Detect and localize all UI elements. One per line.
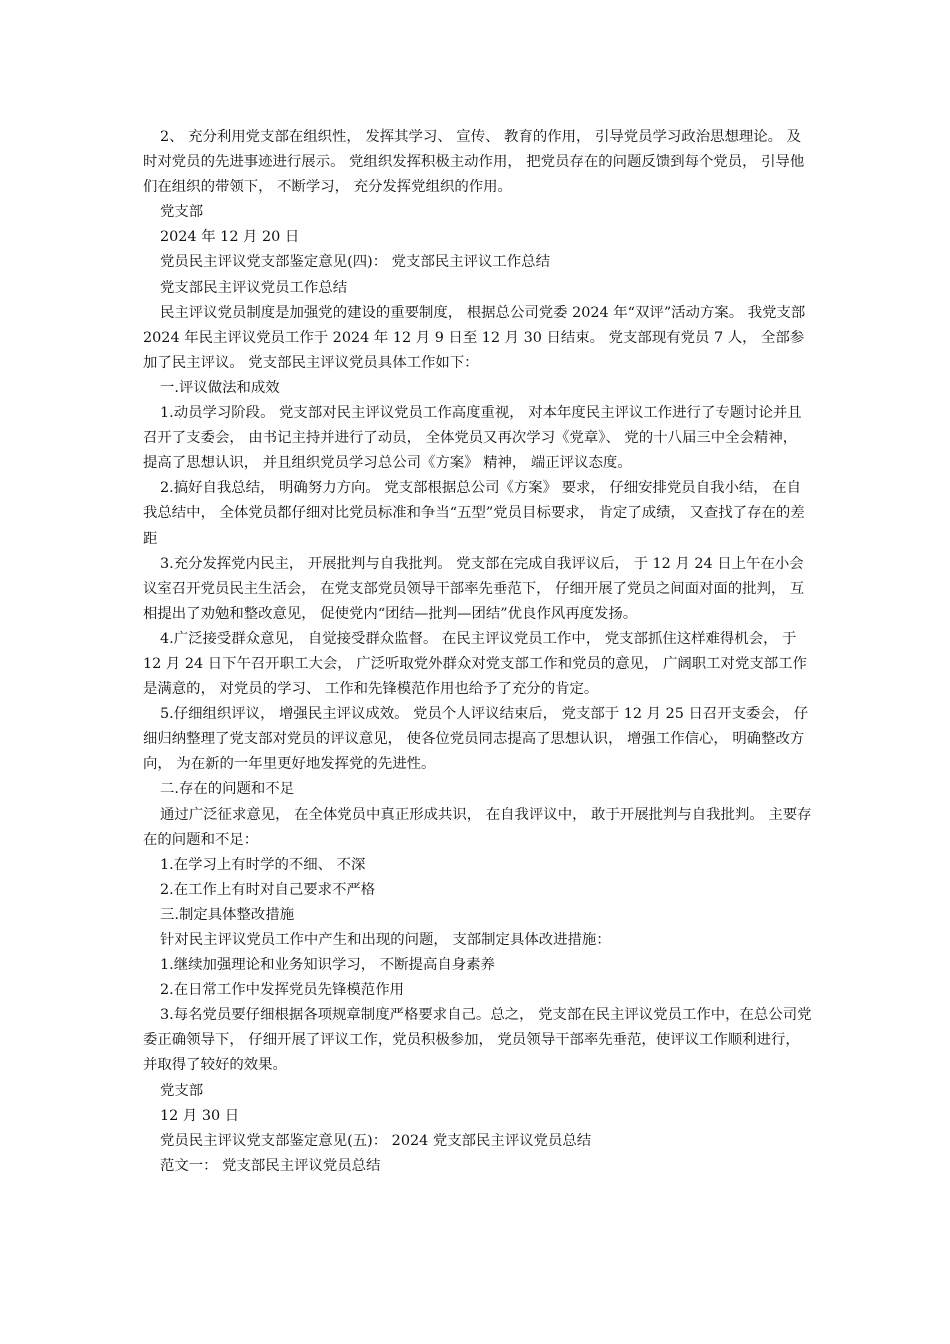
subheading: 二.存在的问题和不足 [160,781,295,798]
document-title: 党支部民主评议党员工作总结 [160,279,348,296]
signature-date: 2024 年 12 月 20 日 [160,229,300,246]
paragraph: 民主评议党员制度是加强党的建设的重要制度， 根据总公司党委 2024 年“双评”活动方案。 我党支部 2024 年民主评议党员工作于 2024 年 12 月 9 日至 12 月 30 日结束。 党支部现有党员 7 人， 全部参加了民主评议。 党支部民主评议党员具体工作如下： [143,304,806,371]
list-item: 2.在日常工作中发挥党员先锋模范作用 [160,982,404,999]
section-heading: 范文一： 党支部民主评议党员总结 [160,1157,381,1174]
signature-org: 党支部 [160,1082,204,1099]
signature-org: 党支部 [160,204,204,221]
paragraph: 2.搞好自我总结， 明确努力方向。 党支部根据总公司《方案》 要求， 仔细安排党员自我小结， 在自我总结中， 全体党员都仔细对比党员标准和争当“五型”党员目标要求， 肯定了成绩， 又查找了存在的差距 [143,480,805,547]
paragraph: 2、 充分利用党支部在组织性， 发挥其学习、 宣传、 教育的作用， 引导党员学习政治思想理论。 及时对党员的先进事迹进行展示。 党组织发挥积极主动作用， 把党员存在的问题反馈到每个党员， 引导他们在组织的带领下， 不断学习， 充分发挥党组织的作用。 [143,129,805,196]
list-item: 2.在工作上有时对自己要求不严格 [160,881,376,898]
paragraph: 4.广泛接受群众意见， 自觉接受群众监督。 在民主评议党员工作中， 党支部抓住这样难得机会， 于 12 月 24 日下午召开职工大会， 广泛听取党外群众对党支部工作和党员的意见， 广阔职工对党支部工作是满意的， 对党员的学习、 工作和先锋模范作用也给予了充分的肯定。 [143,630,807,698]
subheading: 一.评议做法和成效 [160,379,280,396]
subheading: 三.制定具体整改措施 [160,906,295,923]
paragraph: 针对民主评议党员工作中产生和出现的问题， 支部制定具体改进措施： [160,932,611,948]
section-heading: 党员民主评议党支部鉴定意见(五)： 2024 党支部民主评议党员总结 [160,1132,592,1149]
paragraph: 3.充分发挥党内民主， 开展批判与自我批判。 党支部在完成自我评议后， 于 12 月 24 日上午在小会议室召开党员民主生活会， 在党支部党员领导干部率先垂范下， 仔细开展了党员之间面对面的批判， 互相提出了劝勉和整改意见， 促使党内“团结—批判—团结”优良作风再度发扬。 [143,555,805,622]
list-item: 1.在学习上有时学的不细、 不深 [160,856,366,873]
list-item: 1.继续加强理论和业务知识学习， 不断提高自身素养 [160,957,495,974]
signature-date: 12 月 30 日 [160,1107,240,1124]
paragraph: 5.仔细组织评议， 增强民主评议成效。 党员个人评议结束后， 党支部于 12 月 25 日召开支委会， 仔细归纳整理了党支部对党员的评议意见， 使各位党员同志提高了思想认识， 增强工作信心， 明确整改方向， 为在新的一年里更好地发挥党的先进性。 [143,706,809,773]
paragraph: 3.每名党员要仔细根据各项规章制度严格要求自己。总之， 党支部在民主评议党员工作中，在总公司党委正确领导下， 仔细开展了评议工作，党员积极参加， 党员领导干部率先垂范，使评议工作顺利进行， 并取得了较好的效果。 [143,1007,812,1074]
paragraph: 1.动员学习阶段。 党支部对民主评议党员工作高度重视， 对本年度民主评议工作进行了专题讨论并且召开了支委会， 由书记主持并进行了动员， 全体党员又再次学习《党章》、 党的十八届三中全会精神， 提高了思想认识， 并且组织党员学习总公司《方案》 精神， 端正评议态度。 [143,405,802,472]
section-heading: 党员民主评议党支部鉴定意见(四)： 党支部民主评议工作总结 [160,254,550,271]
document-body [143,125,813,1179]
paragraph: 通过广泛征求意见， 在全体党员中真正形成共识， 在自我评议中， 敢于开展批判与自我批判。 主要存在的问题和不足： [143,806,812,848]
